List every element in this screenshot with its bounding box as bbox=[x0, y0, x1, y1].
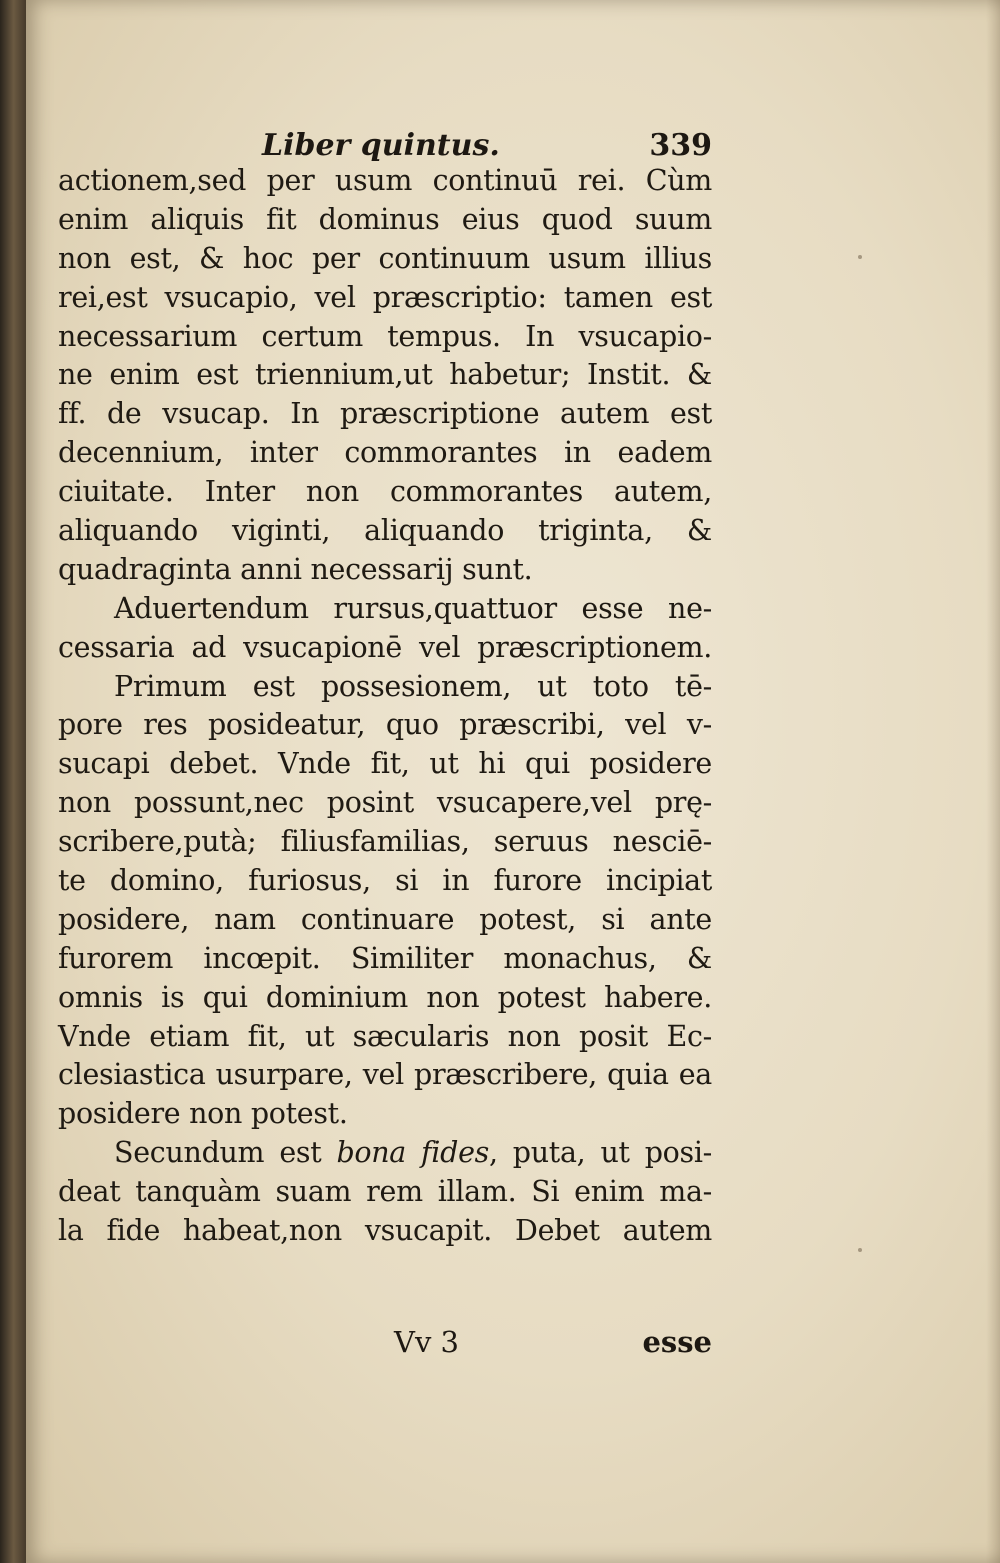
text-line: Secundum est bona fides, puta, ut posi- bbox=[114, 1136, 712, 1170]
page-number: 339 bbox=[649, 128, 712, 163]
text-line: clesiastica usurpare, vel præscribere, quia ea bbox=[58, 1058, 712, 1092]
signature-mark: Vv 3 bbox=[394, 1325, 459, 1359]
paper-speck bbox=[858, 255, 862, 259]
text-line: actionem,sed per usum continuū rei. Cùm bbox=[58, 164, 712, 197]
text-line: pore res posideatur, quo præscribi, vel v- bbox=[58, 708, 712, 742]
text-line: furorem incœpit. Similiter monachus, & bbox=[58, 941, 712, 975]
text-line: non possunt,nec posint vsucapere,vel prę- bbox=[58, 786, 712, 820]
text-line: non est, & hoc per continuum usum illius bbox=[58, 241, 712, 275]
text-line: aliquando viginti, aliquando triginta, & bbox=[58, 514, 712, 548]
text-line: cessaria ad vsucapionē vel præscriptionem. bbox=[58, 630, 712, 664]
page-edge-shadow bbox=[986, 0, 1000, 1563]
text-line: quadraginta anni necessarij sunt. bbox=[58, 552, 533, 586]
text-line: decennium, inter commorantes in eadem bbox=[58, 436, 712, 470]
text-line: rei,est vsucapio, vel præscriptio: tamen est bbox=[58, 280, 712, 314]
running-head: Liber quintus. bbox=[262, 128, 500, 163]
text-line: deat tanquàm suam rem illam. Si enim ma- bbox=[58, 1175, 712, 1209]
text-line: Aduertendum rursus,quattuor esse ne- bbox=[114, 591, 712, 625]
catchword: esse bbox=[642, 1325, 712, 1359]
text-line: posidere, nam continuare potest, si ante bbox=[58, 902, 712, 936]
text-line: necessarium certum tempus. In vsucapio- bbox=[58, 319, 712, 353]
text-line: ff. de vsucap. In præscriptione autem est bbox=[58, 397, 712, 431]
text-line: omnis is qui dominium non potest habere. bbox=[58, 980, 712, 1014]
paper-speck bbox=[858, 1248, 862, 1252]
text-line: posidere non potest. bbox=[58, 1097, 348, 1131]
text-line: sucapi debet. Vnde fit, ut hi qui posidere bbox=[58, 747, 712, 781]
text-line: la fide habeat,non vsucapit. Debet autem bbox=[58, 1214, 712, 1248]
text-line: ne enim est triennium,ut habetur; Instit. & bbox=[58, 358, 712, 392]
text-line: ciuitate. Inter non commorantes autem, bbox=[58, 475, 712, 509]
page-footer bbox=[380, 1325, 712, 1365]
body-text bbox=[58, 162, 712, 1251]
text-line: Vnde etiam fit, ut sæcularis non posit Ec- bbox=[58, 1019, 712, 1053]
text-line: Primum est possesionem, ut toto tē- bbox=[114, 669, 712, 703]
text-line: te domino, furiosus, si in furore incipiat bbox=[58, 864, 712, 898]
text-line: enim aliquis fit dominus eius quod suum bbox=[58, 202, 712, 236]
emphasis-text: bona fides bbox=[336, 1136, 489, 1170]
text-line: scribere,putà; filiusfamilias, seruus nesciē- bbox=[58, 825, 712, 859]
